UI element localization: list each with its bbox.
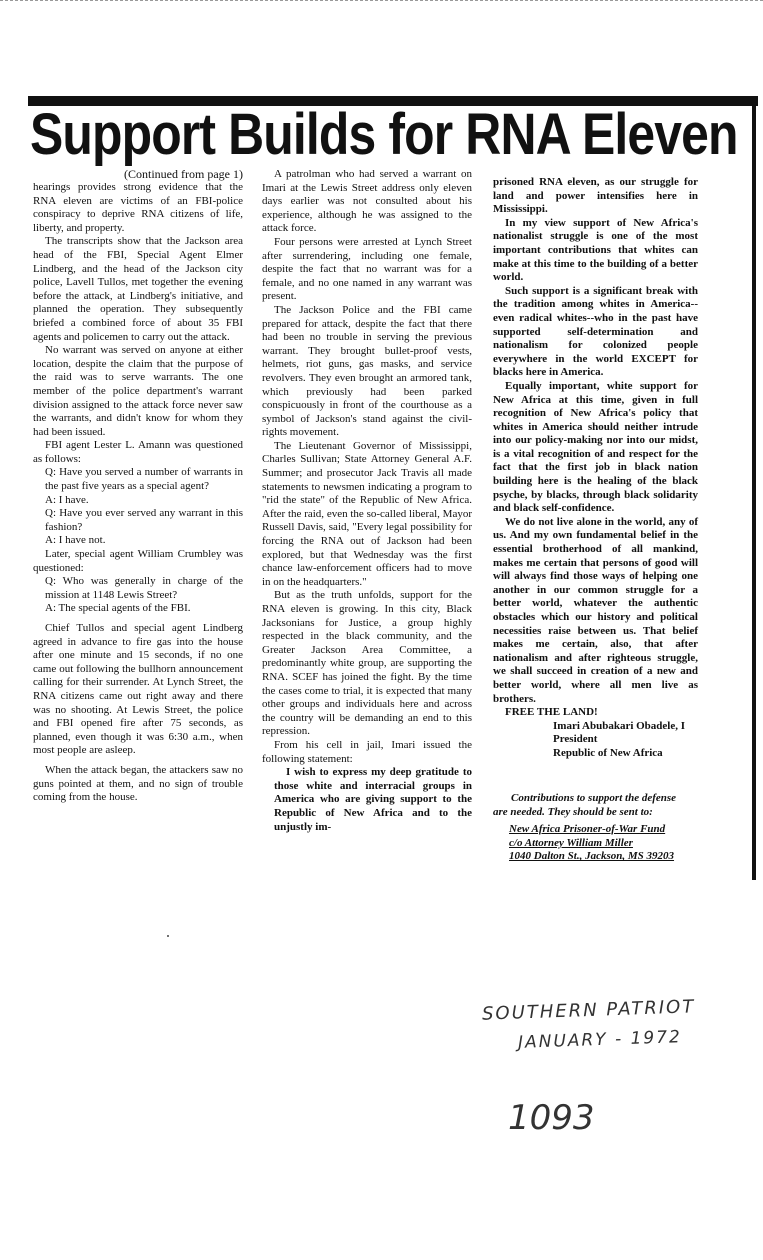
paragraph: In my view support of New Africa's nationalist struggle is one of the most important contributions that whites can make at this time to the building of a better world. [493,216,698,284]
article-column-1 [33,181,243,805]
right-column-rule [752,100,756,880]
question: Q: Have you ever served any warrant in this fashion? [45,507,243,533]
address-line: New Africa Prisoner-of-War Fund [509,823,666,836]
paragraph: Equally important, white support for New Africa at this time, given in full recognition of New Africa's policy that whites in America should neither intrude into our policy-making nor into our midst, is a vital recognition of and respect for the fact that the first job in black nation building here is the healing of the black psyche, by blacks, through black solidarity and black self-confidence. [493,379,698,515]
paragraph: Four persons were arrested at Lynch Street after surrendering, including one female, despite the fact that no warrant was for a female, and no one named in any warrant was present. [262,235,472,303]
paragraph: Later, special agent William Crumbley was questioned: [33,548,243,574]
page-top-border [0,0,763,7]
headline: Support Builds for RNA Eleven [30,102,738,167]
paragraph: The transcripts show that the Jackson area head of the FBI, Special Agent Elmer Lindberg, and the head of the Jackson city police, Lavell Tullos, met together the evening before the attack, at Lindberg's initiative, and planned the operation. They subsequently briefed a combined force of about 35 FBI agents and policemen to carry out the attack. [33,235,243,343]
continued-note: (Continued from page 1) [124,167,243,181]
article-column-3 [493,176,698,761]
paragraph: But as the truth unfolds, support for the RNA eleven is growing. In this city, Black Jacksonians for Justice, a group highly respected in the black community, and the Greater Jackson Area Committee, a predominantly white group, are supporting the RNA. SCEF has joined the fight. By the time the cases come to trial, it is expected that many other groups and individuals here and across the country will be demanding an end to this repression. [262,589,472,738]
paragraph: A patrolman who had served a warrant on Imari at the Lewis Street address only eleven days earlier was not consulted about his experience, although he was assigned to the attack force. [262,168,472,235]
article-column-2 [262,168,472,834]
contrib-line: Contributions to support the defense [511,792,677,804]
signature-name: Imari Abubakari Obadele, I [553,719,686,732]
contributions-box [493,792,708,864]
paragraph: The Lieutenant Governor of Mississippi, Charles Sullivan; State Attorney General A.F. Summer; and prosecutor Jack Travis all made statements to newsmen indicating a program to "rid the state" of the Republic of New Africa. After the raid, even the so-called liberal, Mayor Russell Davis, said, "Every legal possibility for forcing the RNA out of Jackson had been explored, but that Wednesday was the first chance law-enforcement officers had to move in on the headquarters." [262,439,472,588]
free-the-land: FREE THE LAND! [505,706,598,719]
paragraph: prisoned RNA eleven, as our struggle for land and power intensifies here in Mississippi. [493,176,698,216]
question: Q: Have you served a number of warrants in the past five years as a special agent? [45,466,243,493]
paragraph: Such support is a significant break with the tradition among whites in America--even radical whites--who in the past have supported self-determination and nationalism for colonized people everywhere in the world EXCEPT for blacks here in America. [493,284,698,379]
signature-org: Republic of New Africa [553,746,663,759]
answer: A: I have not. [45,534,106,547]
handwritten-page-number: 1093 [508,1098,595,1138]
handwritten-source: SOUTHERN PATRIOT [481,996,696,1025]
paragraph: When the attack began, the attackers saw no guns pointed at them, and no sign of trouble coming from the house. [33,763,243,804]
answer: A: I have. [45,493,89,506]
address-line: c/o Attorney William Miller [509,836,633,849]
scan-speck [167,935,169,937]
address-line: 1040 Dalton St., Jackson, MS 39203 [509,850,675,863]
paragraph: The Jackson Police and the FBI came prepared for attack, despite the fact that there had been no trouble in serving the previous warrant. They brought bullet-proof vests, helmets, riot guns, gas masks, and service revolvers. They even brought an armored tank, which previously had been parked conspicuously in front of the courthouse as a symbol of Jackson's stand against the civil-rights movement. [262,303,472,439]
handwritten-date: JANUARY - 1972 [517,1027,683,1053]
paragraph: hearings provides strong evidence that the RNA eleven are victims of an FBI-police conspiracy to deprive RNA citizens of life, liberty, and property. [33,181,243,234]
answer: A: The special agents of the FBI. [45,602,191,615]
paragraph: FBI agent Lester L. Amann was questioned as follows: [33,439,243,465]
signature-title: President [553,733,598,746]
paragraph: From his cell in jail, Imari issued the following statement: [262,738,472,765]
statement-quote: I wish to express my deep gratitude to those white and interracial groups in America who are giving support to the Republic of New Africa and to the unjustly im- [274,766,472,833]
paragraph: No warrant was served on anyone at either location, despite the claim that the purpose of the raid was to serve warrants. The one member of the police department's warrant division assigned to the attack force never saw the warrants, and didn't know for whom they had been issued. [33,344,243,438]
paragraph: Chief Tullos and special agent Lindberg agreed in advance to fire gas into the house after one minute and 15 seconds, if no one came out following the bullhorn announcement calling for their surrender. At Lynch Street, the RNA citizens came out right away and there was no shooting. At Lewis Street, the police and FBI opened fire after 75 seconds, as planned, even though it was 6:30 a.m., when most people are asleep. [33,622,243,757]
question: Q: Who was generally in charge of the mission at 1148 Lewis Street? [45,575,243,601]
paragraph: We do not live alone in the world, any of us. And my own fundamental belief in the essential brotherhood of all mankind, makes me certain that persons of good will will always find those ways of helping one another in our common struggle for a better world, whatever the authentic obstacles which our history and political necessities raise between us. That belief makes me certain, also, that after nationalism and after righteous struggle, we shall succeed in creation of a new and better world, where all men live as brothers. [493,515,698,705]
contrib-line: are needed. They should be sent to: [493,805,653,818]
